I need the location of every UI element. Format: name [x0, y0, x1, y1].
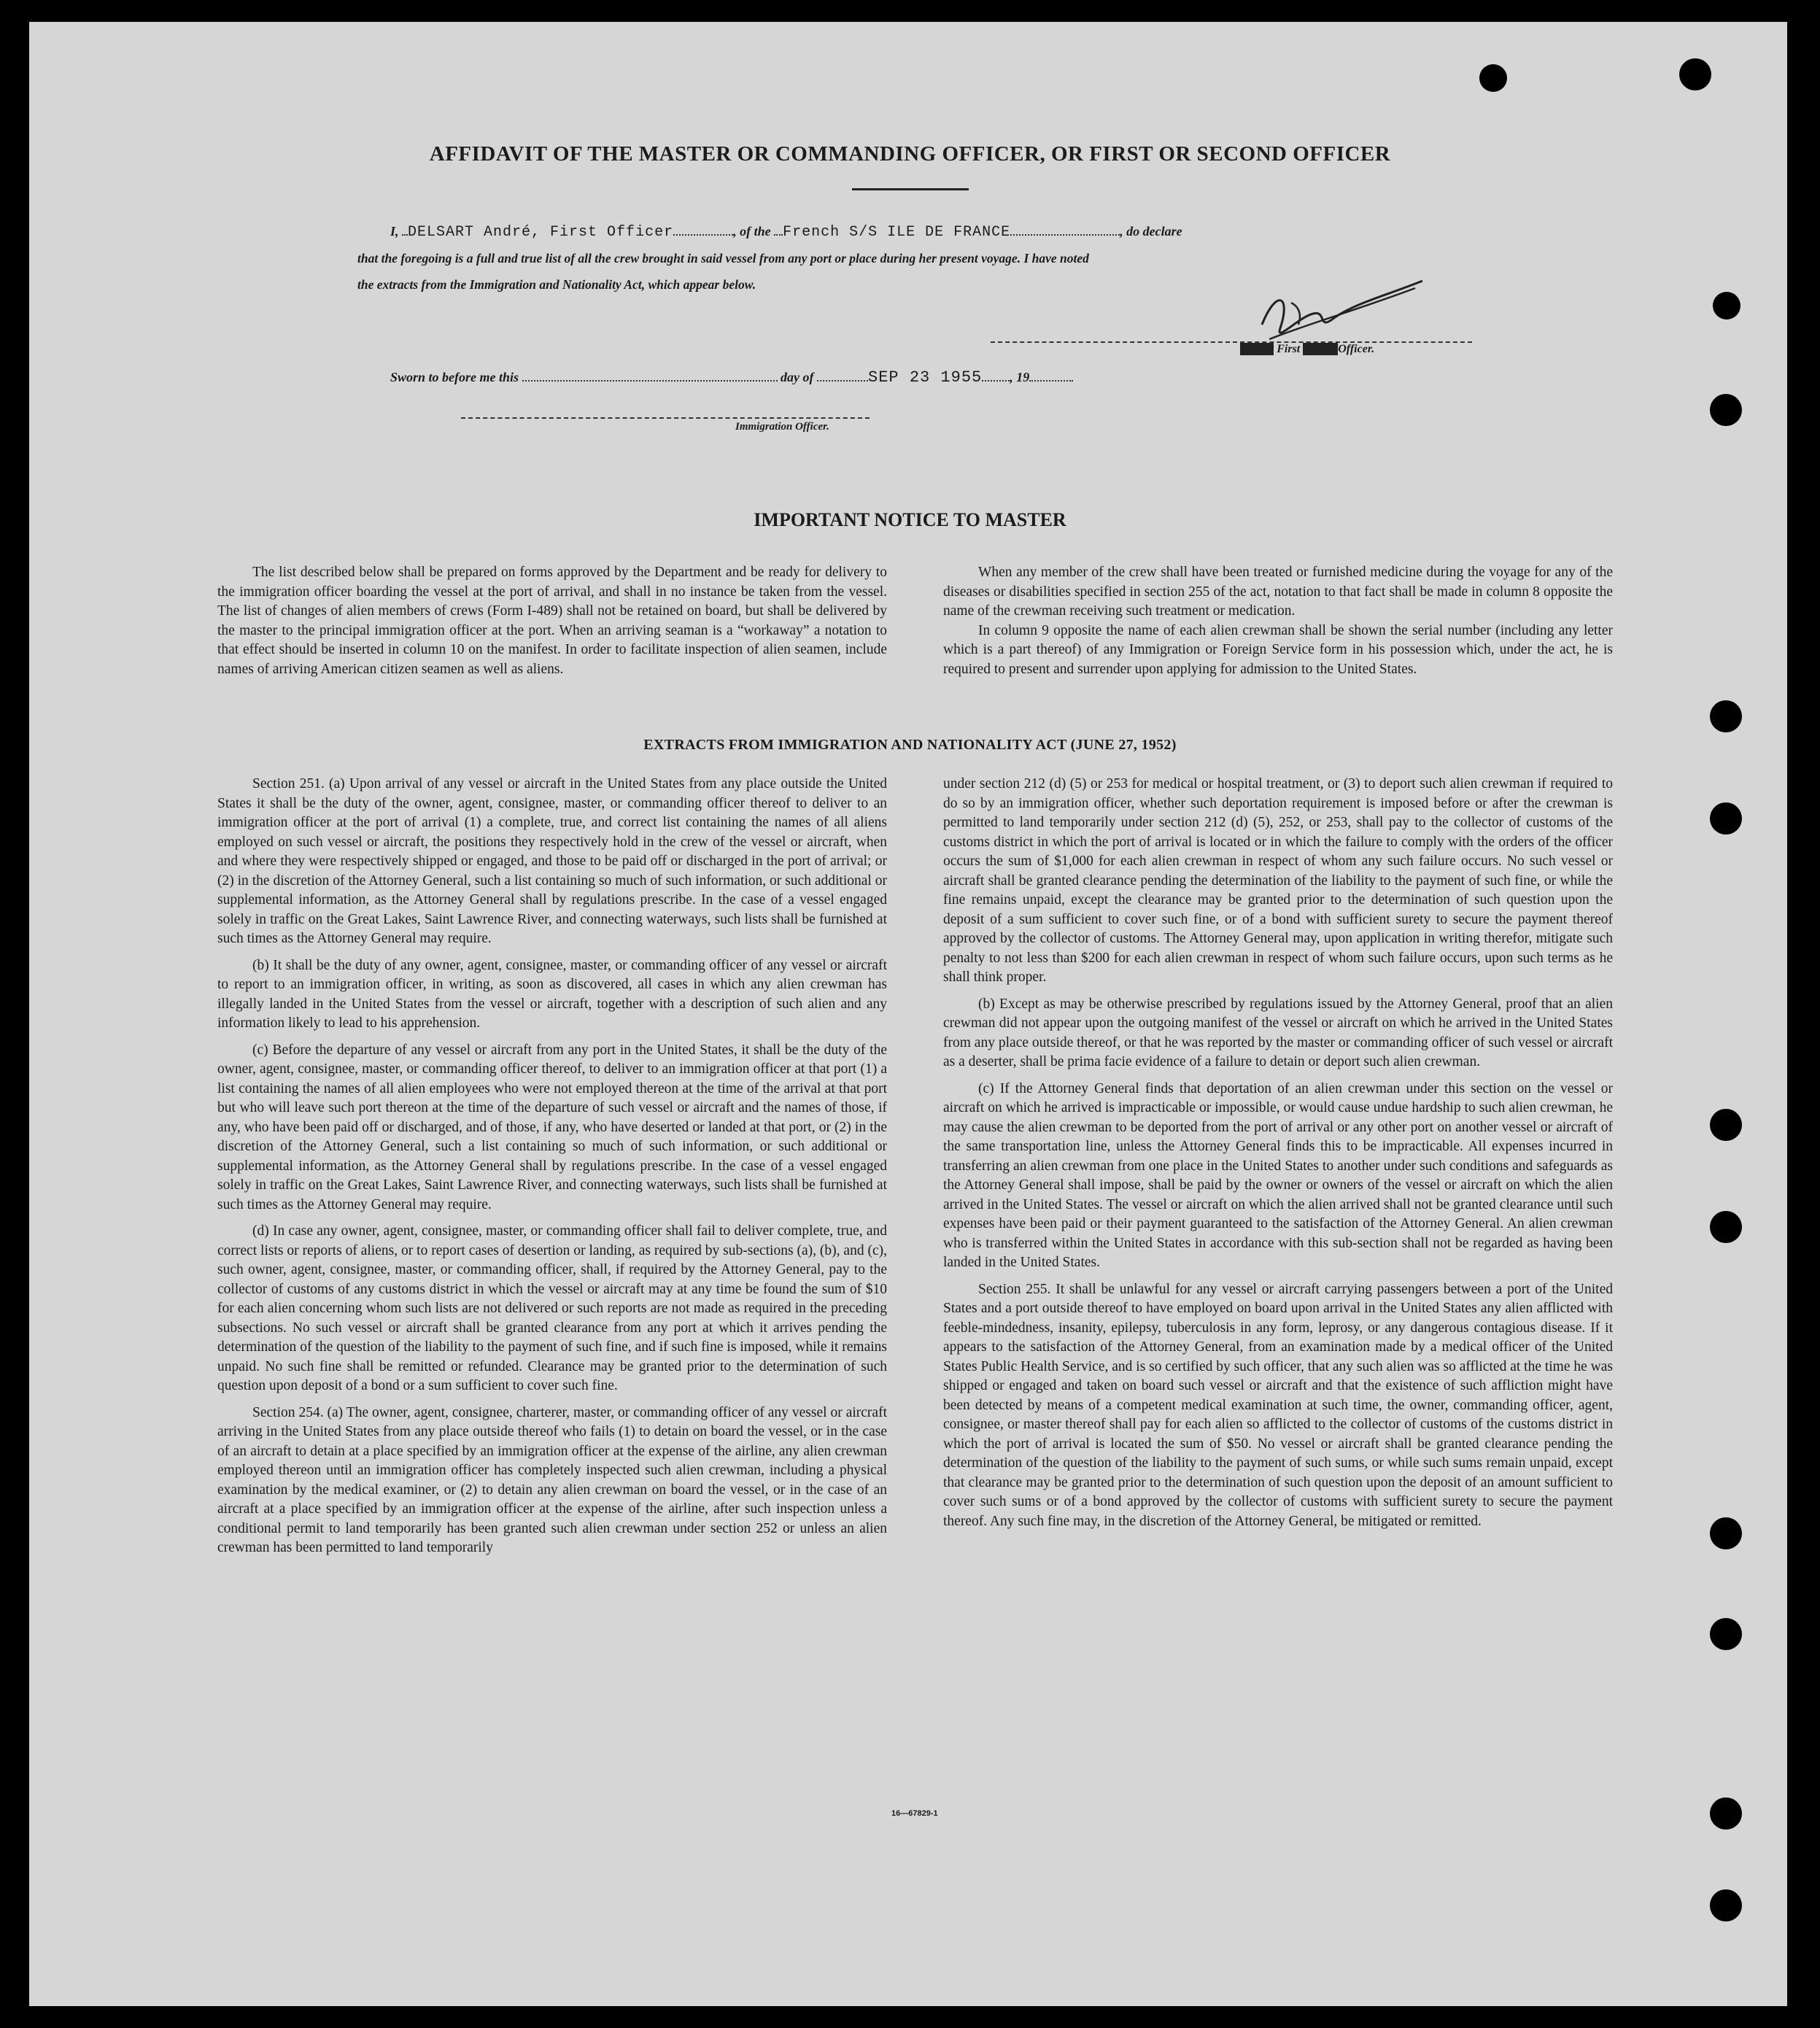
- extracts-left-column: [217, 775, 887, 1558]
- do-declare-text: , do declare: [1120, 224, 1182, 239]
- declaration-line-1: [390, 221, 1182, 241]
- punch-hole: [1710, 1889, 1742, 1921]
- notice-left-paragraph: The list described below shall be prepared on forms approved by the Department and be ready for delivery to the immigration officer boarding the vessel at the port of arrival, and shall in no instance be taken from the vessel. The list of changes of alien members of crews (Form I-489) shall not be retained on board, but shall be delivered by the master to the principal immigration officer at the port. When an arriving seaman is a “workaway” a notation to that effect should be inserted in column 10 on the manifest. In order to facilitate inspection of alien seamen, include names of arriving American citizen seamen as well as aliens.: [217, 565, 887, 677]
- immigration-officer-caption: Immigration Officer.: [735, 421, 829, 433]
- immigration-officer-line: [461, 417, 870, 419]
- year-prefix: , 19: [1010, 370, 1030, 384]
- officer-title-caption: [1240, 343, 1374, 356]
- sworn-prefix: Sworn to before me this: [390, 370, 519, 384]
- title-divider: [852, 188, 969, 190]
- punch-hole: [1710, 1797, 1742, 1830]
- sworn-line: [390, 367, 1073, 387]
- punch-hole: [1479, 64, 1507, 92]
- extracts-title: EXTRACTS FROM IMMIGRATION AND NATIONALITY ACT (JUNE 27, 1952): [643, 737, 1177, 753]
- notice-left-column: [217, 563, 887, 679]
- form-number: 16—67829-1: [891, 1809, 938, 1818]
- section-254-c: (c) If the Attorney General finds that deportation of an alien crewman under this section on the vessel or aircraft on which he arrived is impracticable or impossible, or would cause undue hardship to such alien crewman, he may cause the alien crewman to be deported from the port of arrival or any other port on another vessel or aircraft of the same transportation line, unless the Attorney General finds this to be impracticable. All expenses incurred in transferring an alien crewman from one place in the United States to another under such conditions and safeguards as the Attorney General shall impose, shall be paid by the owner or owners of the vessel or aircraft on which the alien arrived in the United States. The vessel or aircraft on which the alien arrived shall not be granted clearance until such expenses have been paid or their payment guaranteed to the satisfaction of the Attorney General. An alien crewman who is transferred within the United States in accordance with this sub-section shall not be regarded as having been landed in the United States.: [943, 1080, 1613, 1270]
- punch-hole: [1710, 1618, 1742, 1650]
- section-251-c: (c) Before the departure of any vessel or aircraft from any port in the United States, it shall be the duty of the owner, agent, consignee, master, or commanding officer thereof, to deliver to an immigration officer at that port (1) a list containing the names of all alien employees who were not employed thereon at the time of the arrival at that port but who will leave such port thereon at the time of the departure of such vessel or aircraft and the names of those, if any, who have been paid off or discharged, and of those, if any, who have deserted or landed at that port, or (2) in the discretion of the Attorney General, such a list containing so much of such information, or such additional or supplemental information, as the Attorney General shall by regulations prescribe. In the case of a vessel engaged solely in traffic on the Great Lakes, Saint Lawrence River, and connecting waterways, such lists shall be furnished at such times as the Attorney General may require.: [217, 1042, 887, 1212]
- section-251-a: Section 251. (a) Upon arrival of any vessel or aircraft in the United States from any place outside the United States it shall be the duty of the owner, agent, consignee, master, or commanding officer thereof to deliver to an immigration officer at the port of arrival (1) a complete, true, and correct list containing the names of all aliens employed on such vessel or aircraft, the positions they respectively hold in the crew of the vessel or aircraft, when and where they were respectively shipped or engaged, and those to be paid off or discharged in the port of arrival; or (2) in the discretion of the Attorney General, such a list containing so much of such information, or such additional or supplemental information, as the Attorney General shall by regulations prescribe. In the case of a vessel engaged solely in traffic on the Great Lakes, Saint Lawrence River, and connecting waterways, such lists shall be furnished at such times as the Attorney General may require.: [217, 776, 887, 946]
- section-251-d: (d) In case any owner, agent, consignee, master, or commanding officer shall fail to deliver complete, true, and correct lists or reports of aliens, or to report cases of desertion or landing, as required by sub-sections (a), (b), and (c), such owner, agent, consignee, master, or commanding officer, shall, if required by the Attorney General, pay to the collector of customs of any customs district in which the vessel or aircraft may at any time be found the sum of $10 for each alien concerning whom such lists are not delivered or such reports are not made as required in the preceding subsections. No such vessel or aircraft shall be granted clearance from any port at which it arrives pending the determination of the question of the liability to the payment of such fine, and if such fine is imposed, while it remains unpaid. No such fine shall be remitted or refunded. Clearance may be granted prior to the determination of such question upon deposit of a bond or a sum sufficient to cover such fine.: [217, 1223, 887, 1393]
- punch-hole: [1710, 802, 1742, 835]
- caption-officer: Officer.: [1338, 343, 1375, 355]
- day-of-text: day of: [781, 370, 814, 384]
- notice-title: IMPORTANT NOTICE TO MASTER: [754, 509, 1066, 530]
- punch-hole: [1710, 1109, 1742, 1141]
- vessel-name-field[interactable]: French S/S ILE DE FRANCE: [783, 224, 1011, 241]
- section-254-b: (b) Except as may be otherwise prescribed by regulations issued by the Attorney General, proof that an alien crewman did not appear upon the outgoing manifest of the vessel or aircraft on which he arrived in the United States from any place outside thereof, or that he was reported by the master or commanding officer of such vessel or aircraft as a deserter, shall be prima facie evidence of a failure to detain or deport such alien crewman.: [943, 996, 1613, 1069]
- declaration-line-2: that the foregoing is a full and true list of all the crew brought in said vessel from any port or place during her present voyage. I have noted: [357, 251, 1089, 266]
- affidavit-title: AFFIDAVIT OF THE MASTER OR COMMANDING OFFICER, OR FIRST OR SECOND OFFICER: [429, 142, 1391, 166]
- notice-right-paragraph-2: In column 9 opposite the name of each alien crewman shall be shown the serial number (including any letter which is a part thereof) of any Immigration or Foreign Service form in his possession which, under the act, he is required to present and surrender upon applying for admission to the United States.: [943, 622, 1613, 677]
- notice-right-column: [943, 563, 1613, 679]
- sworn-date-field[interactable]: SEP 23 1955: [868, 368, 983, 387]
- punch-hole: [1713, 292, 1740, 320]
- signature-line: [991, 341, 1472, 343]
- struck-second: Second: [1303, 343, 1339, 355]
- officer-name-field[interactable]: DELSART André, First Officer: [408, 224, 674, 241]
- struck-master: Master: [1240, 343, 1274, 355]
- notice-right-paragraph-1: When any member of the crew shall have been treated or furnished medicine during the voyage for any of the diseases or disabilities specified in section 255 of the act, notation to that fact shall be made in column 8 opposite the name of the crewman receiving such treatment or medication.: [943, 565, 1613, 619]
- section-251-b: (b) It shall be the duty of any owner, agent, consignee, master, or commanding officer of any vessel or aircraft to report to an immigration officer, in writing, as soon as discovered, all cases in which any alien crewman has illegally landed in the United States from the vessel or aircraft, together with a description of such alien and any information likely to lead to his apprehension.: [217, 957, 887, 1031]
- punch-hole: [1710, 1211, 1742, 1243]
- extracts-right-column: [943, 775, 1613, 1531]
- of-the-text: , of the: [733, 224, 771, 239]
- punch-hole: [1710, 700, 1742, 732]
- declaration-prefix: I,: [390, 224, 399, 239]
- section-255: Section 255. It shall be unlawful for any vessel or aircraft carrying passengers between a port of the United States and a port outside thereof to have employed on board upon arrival in the United States any alien afflicted with feeble-mindedness, insanity, epilepsy, tuberculosis in any form, leprosy, or any dangerous contagious disease. If it appears to the satisfaction of the Attorney General, from an examination made by a medical officer of the United States Public Health Service, and is so certified by such officer, that any such alien was so afflicted at the time he was shipped or engaged and taken on board such vessel or aircraft and that the existence of such affliction might have been detected by means of a competent medical examination at such time, the owner, commanding officer, agent, consignee, or master thereof shall pay for each alien so afflicted to the collector of customs of the customs district in which the port of arrival is located the sum of $50. No vessel or aircraft shall be granted clearance pending the determination of the question of the liability to the payment of such sums, or while such sums remain unpaid, except that clearance may be granted prior to the determination of such question upon the deposit of an amount sufficient to cover such sums or of a bond approved by the collector of customs with sufficient surety to secure the payment thereof. Any such fine may, in the discretion of the Attorney General, be mitigated or remitted.: [943, 1281, 1613, 1529]
- punch-hole: [1710, 394, 1742, 426]
- section-254-a: Section 254. (a) The owner, agent, consignee, charterer, master, or commanding officer of any vessel or aircraft arriving in the United States from any place outside thereof who fails (1) to detain on board the vessel, or in the case of an aircraft to detain at a place specified by an immigration officer at the expense of the airline, any alien crewman employed thereon until an immigration officer has completely inspected such alien crewman, including a physical examination by the medical examiner, or (2) to detain any alien crewman on board the vessel, or in the case of an aircraft at a place specified by an immigration officer at the expense of the airline, after such inspection unless a conditional permit to land temporarily has been granted such alien crewman under section 252 or unless an alien crewman has been permitted to land temporarily: [217, 1404, 887, 1555]
- declaration-line-3: the extracts from the Immigration and Nationality Act, which appear below.: [357, 277, 756, 292]
- section-254-a-continued: under section 212 (d) (5) or 253 for medical or hospital treatment, or (3) to deport such alien crewman if required to do so by an immigration officer, whether such deportation requirement is imposed before or after the crewman is permitted to land temporarily under section 212 (d) (5), 252, or 253, shall pay to the collector of customs of the customs district in which the port of arrival is located or in which the failure to comply with the orders of the officer occurs the sum of $1,000 for each alien crewman in respect of whom any such failure occurs. No such vessel or aircraft shall be granted clearance pending the determination of the liability to the payment of such fine, or while the fine remains unpaid, except the clearance may be granted prior to the determination of such question upon the deposit of a sum sufficient to cover such fine, or of a bond with sufficient surety to secure the payment thereof approved by the collector of customs. The Attorney General may, upon application in writing therefor, mitigate such penalty to not less than $200 for each alien crewman in respect of whom such failure occurs, upon such terms as he shall think proper.: [943, 776, 1613, 985]
- punch-hole: [1679, 58, 1711, 90]
- punch-hole: [1710, 1517, 1742, 1549]
- caption-first: First: [1277, 343, 1301, 355]
